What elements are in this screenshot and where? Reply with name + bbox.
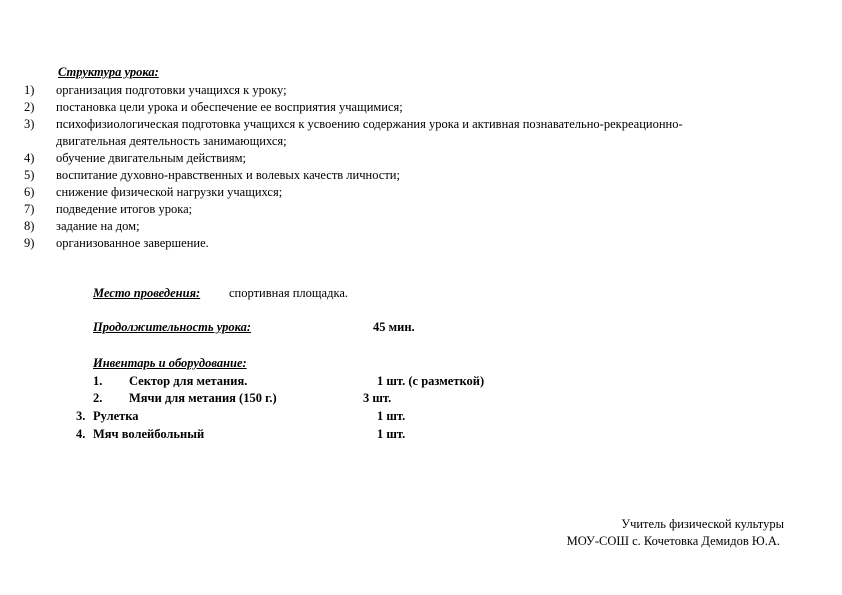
list-item: [24, 99, 683, 116]
place-label: Место проведения:: [93, 286, 201, 300]
item-text: постановка цели урока и обеспечение ее восприятия учащимися;: [56, 100, 403, 114]
author-title: Учитель физической культуры: [621, 517, 784, 531]
inventory-item-name: Сектор для метания.: [129, 374, 248, 388]
list-item: [24, 82, 683, 99]
inventory-item-name: Рулетка: [93, 409, 139, 423]
inventory-label: Инвентарь и оборудование:: [93, 356, 247, 370]
item-number: 6): [24, 185, 35, 199]
list-item: [24, 218, 683, 235]
duration-label: Продолжительность урока:: [93, 320, 252, 334]
inventory-item-qty: 1 шт.: [377, 427, 406, 441]
list-item: [24, 201, 683, 218]
inventory-item-number: 1.: [93, 374, 103, 388]
item-text: снижение физической нагрузки учащихся;: [56, 185, 283, 199]
item-number: 9): [24, 236, 35, 250]
list-item: [24, 235, 683, 252]
item-text: организация подготовки учащихся к уроку;: [56, 83, 287, 97]
item-number: 2): [24, 100, 35, 114]
inventory-item-name: Мяч волейбольный: [93, 427, 205, 441]
item-number: 3): [24, 117, 35, 131]
inventory-item-qty: 1 шт. (с разметкой): [377, 374, 485, 388]
item-text: воспитание духовно-нравственных и волевых качеств личности;: [56, 168, 400, 182]
author-school-name: МОУ-СОШ с. Кочетовка Демидов Ю.А.: [566, 534, 780, 548]
item-number: 4): [24, 151, 35, 165]
list-item: [24, 150, 683, 167]
inventory-item-qty: 1 шт.: [377, 409, 406, 423]
list-item: [24, 167, 683, 184]
item-text: задание на дом;: [56, 219, 140, 233]
item-number: 8): [24, 219, 35, 233]
list-item-continuation: [24, 133, 683, 150]
item-text: организованное завершение.: [56, 236, 209, 250]
item-number: 1): [24, 83, 35, 97]
item-number: 7): [24, 202, 35, 216]
structure-list: [24, 82, 683, 252]
inventory-item-qty: 3 шт.: [363, 391, 392, 405]
inventory-item-number: 2.: [93, 391, 103, 405]
item-text: психофизиологическая подготовка учащихся к усвоению содержания урока и активная познавательно-рекреационно-: [56, 117, 683, 131]
inventory-item-number: 4.: [76, 427, 86, 441]
structure-title: Структура урока:: [58, 65, 159, 79]
list-item: [24, 184, 683, 201]
list-item: [24, 116, 683, 133]
place-value: спортивная площадка.: [229, 286, 349, 300]
inventory-item-name: Мячи для метания (150 г.): [129, 391, 277, 405]
item-text: двигательная деятельность занимающихся;: [56, 134, 287, 148]
inventory-item-number: 3.: [76, 409, 86, 423]
duration-value: 45 мин.: [373, 320, 415, 334]
item-text: обучение двигательным действиям;: [56, 151, 246, 165]
item-number: 5): [24, 168, 35, 182]
item-text: подведение итогов урока;: [56, 202, 193, 216]
